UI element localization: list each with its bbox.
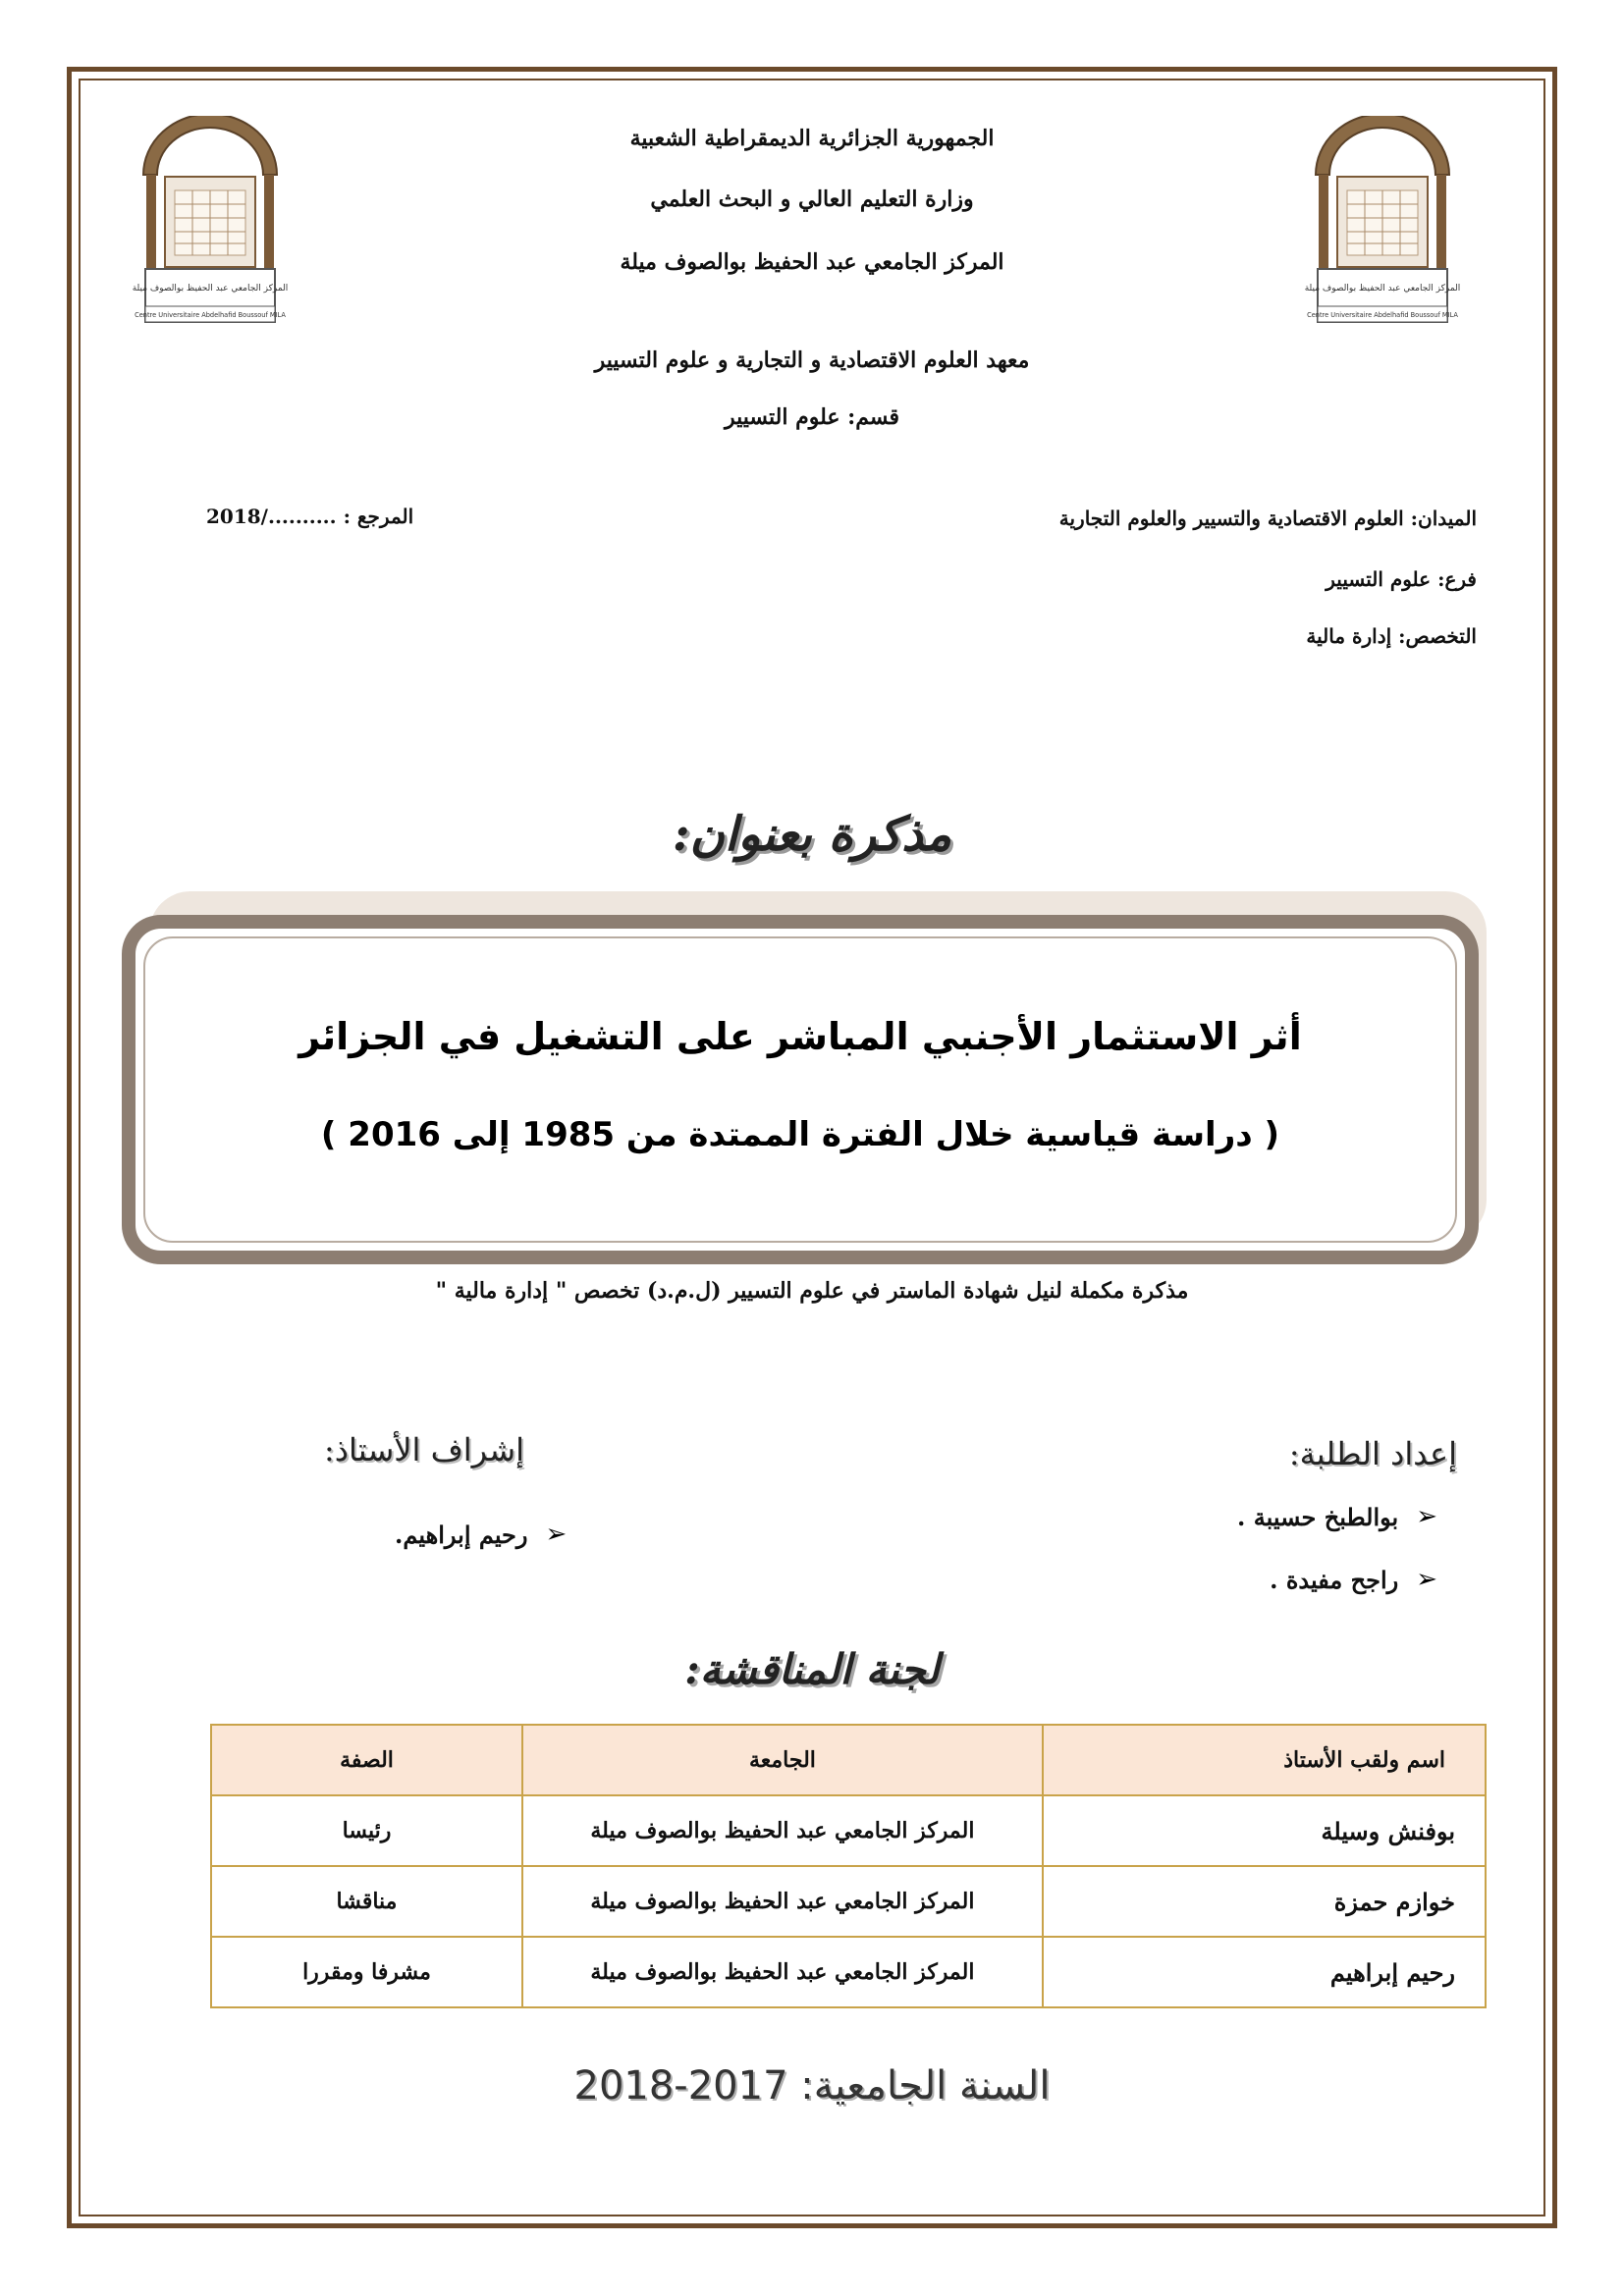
professor-name: خوازم حمزة: [1043, 1866, 1486, 1937]
committee-title: لجنة المناقشة:: [684, 1645, 940, 1693]
arrow-bullet-icon: ➢: [545, 1520, 568, 1549]
svg-text:المركز الجامعي عبد الحفيظ بوال: المركز الجامعي عبد الحفيظ بوالصوف ميلة: [132, 284, 289, 294]
student-name: بوالطبخ حسيبة .: [1237, 1502, 1399, 1531]
arrow-bullet-icon: ➢: [1416, 1502, 1437, 1531]
logo-caption-left: Centre Universitaire Abdelhafid Boussouf MILA: [135, 311, 286, 319]
table-row: [211, 1795, 1486, 1866]
professor-role: رئيسا: [211, 1795, 522, 1866]
table-header-row: [211, 1725, 1486, 1795]
students-label: إعداد الطلبة:: [1288, 1435, 1457, 1472]
arrow-bullet-icon: ➢: [1416, 1565, 1437, 1594]
supervisor-name: رحيم إبراهيم.: [395, 1520, 528, 1549]
department-name: قسم: علوم التسيير: [724, 404, 900, 430]
supervisor-label: إشراف الأستاذ:: [324, 1431, 524, 1468]
memo-label: مذكرة بعنوان:: [672, 807, 952, 862]
degree-note: مذكرة مكملة لنيل شهادة الماستر في علوم التسيير (ل.م.د) تخصص " إدارة مالية ": [435, 1278, 1189, 1304]
professor-role: مشرفا ومقررا: [211, 1937, 522, 2007]
thesis-title-box: [122, 915, 1479, 1264]
specialty-field: التخصص: إدارة مالية: [1306, 624, 1477, 648]
reference-number: المرجع : ........../2018: [206, 505, 414, 528]
title-box-inner-border: [143, 936, 1457, 1243]
branch-field: فرع: علوم التسيير: [1326, 567, 1477, 591]
logo-caption-right: Centre Universitaire Abdelhafid Boussouf MILA: [1307, 311, 1458, 319]
professor-name: رحيم إبراهيم: [1043, 1937, 1486, 2007]
header-role: الصفة: [211, 1725, 522, 1795]
professor-role: مناقشا: [211, 1866, 522, 1937]
domain-field: الميدان: العلوم الاقتصادية والتسيير والعلوم التجارية: [1058, 507, 1477, 530]
professor-name: بوفنش وسيلة: [1043, 1795, 1486, 1866]
table-row: [211, 1937, 1486, 2007]
student-item: [1237, 1502, 1437, 1531]
thesis-subtitle: ( دراسة قياسية خلال الفترة الممتدة من 1985 إلى 2016 ): [320, 1115, 1280, 1154]
professor-university: المركز الجامعي عبد الحفيظ بوالصوف ميلة: [522, 1795, 1043, 1866]
header-professor-name: اسم ولقب الأستاذ: [1043, 1725, 1486, 1795]
student-name: راجح مفيدة .: [1270, 1565, 1399, 1594]
ministry-name: وزارة التعليم العالي و البحث العلمي: [650, 187, 974, 212]
professor-university: المركز الجامعي عبد الحفيظ بوالصوف ميلة: [522, 1937, 1043, 2007]
table-row: [211, 1866, 1486, 1937]
institute-name: معهد العلوم الاقتصادية و التجارية و علوم التسيير: [594, 347, 1030, 373]
supervisor-item: [395, 1520, 567, 1549]
thesis-title: أثر الاستثمار الأجنبي المباشر على التشغيل في الجزائر: [298, 1015, 1302, 1058]
student-item: [1270, 1565, 1437, 1594]
header-university: الجامعة: [522, 1725, 1043, 1795]
republic-name: الجمهورية الجزائرية الديمقراطية الشعبية: [629, 126, 995, 151]
academic-year: السنة الجامعية: 2017-2018: [573, 2063, 1051, 2109]
university-name: المركز الجامعي عبد الحفيظ بوالصوف ميلة: [620, 249, 1004, 275]
svg-text:المركز الجامعي عبد الحفيظ بوال: المركز الجامعي عبد الحفيظ بوالصوف ميلة: [1304, 284, 1461, 294]
professor-university: المركز الجامعي عبد الحفيظ بوالصوف ميلة: [522, 1866, 1043, 1937]
committee-table: [210, 1724, 1487, 2008]
